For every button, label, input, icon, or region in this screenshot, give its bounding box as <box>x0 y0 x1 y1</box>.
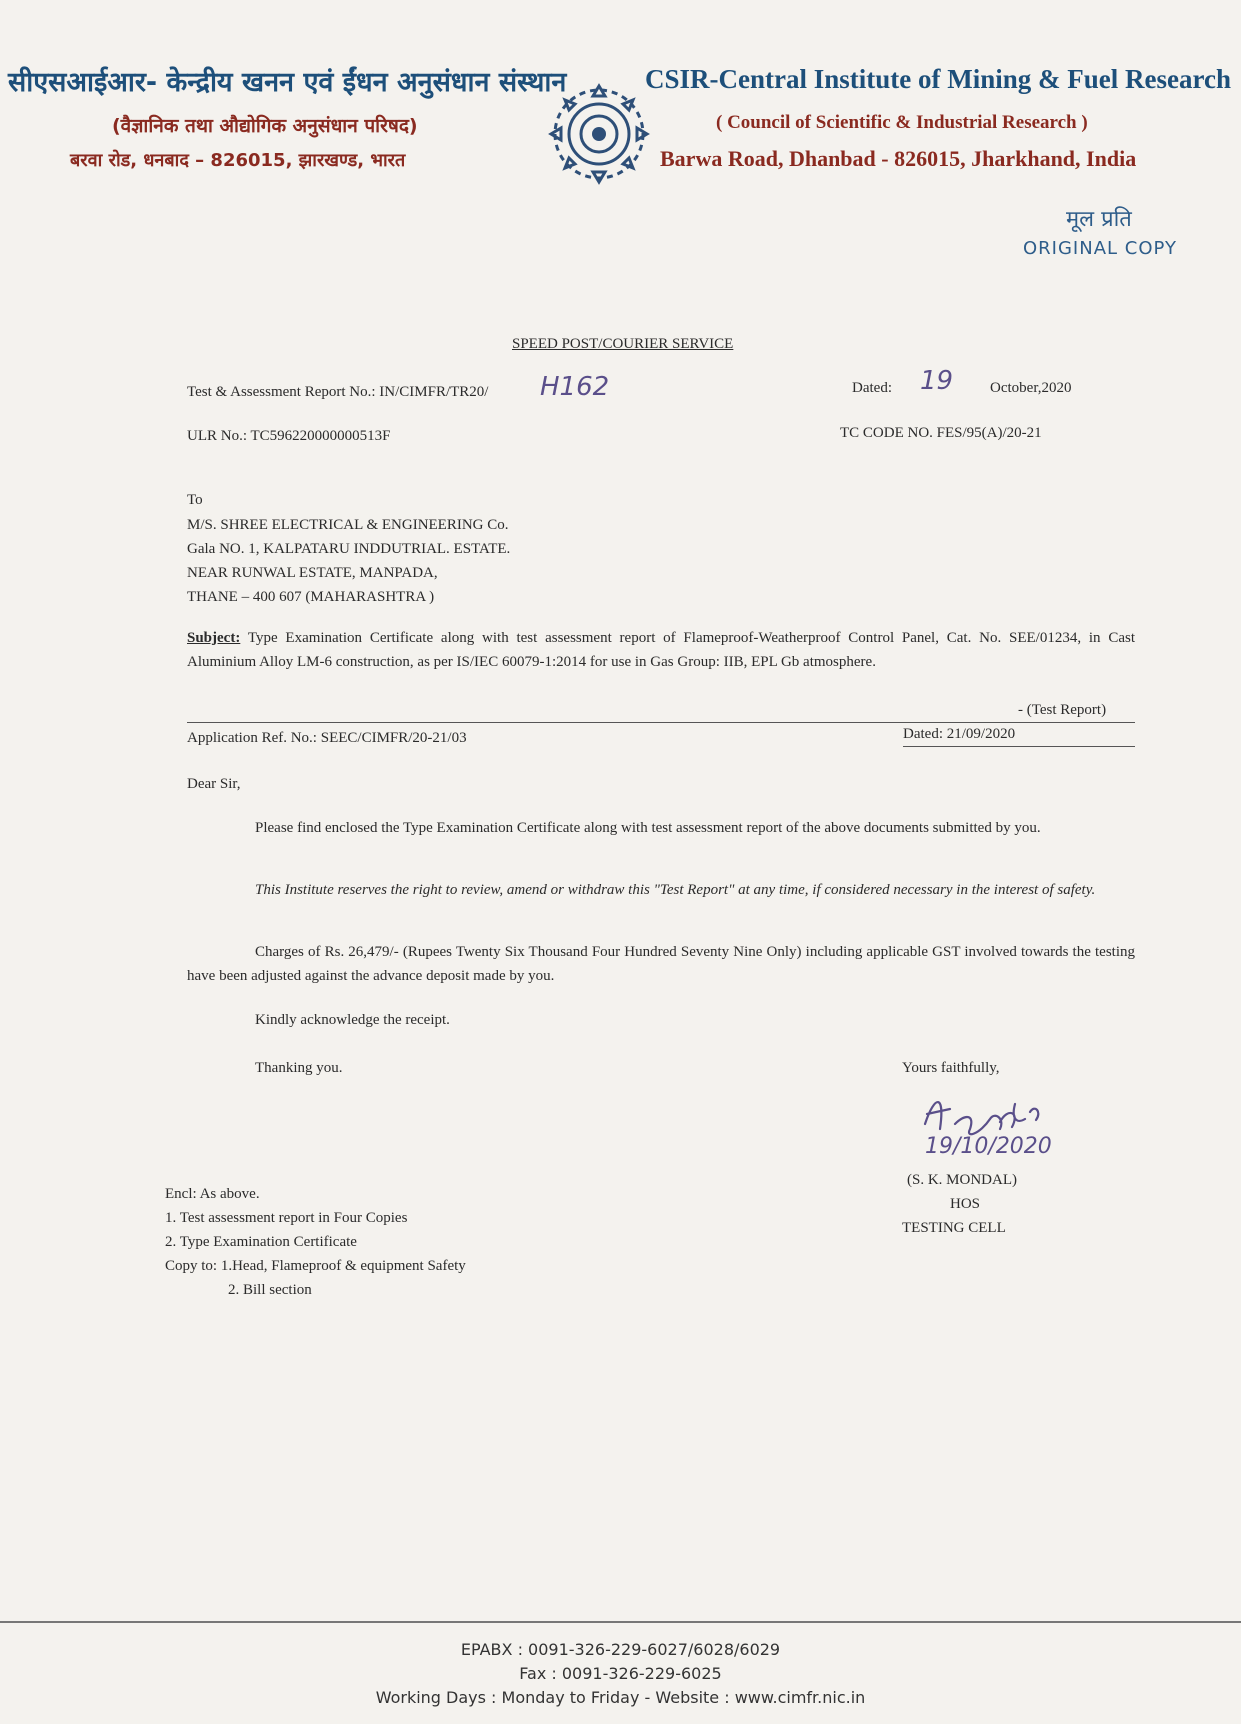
original-copy-stamp-hindi: मूल प्रति <box>1066 207 1132 232</box>
tc-code: TC CODE NO. FES/95(A)/20-21 <box>840 425 1042 441</box>
acknowledge-line: Kindly acknowledge the receipt. <box>255 1012 450 1028</box>
enclosure-item: 1. Test assessment report in Four Copies <box>165 1210 408 1226</box>
hindi-institute-title: सीएसआईआर- केन्द्रीय खनन एवं ईंधन अनुसंधान संस्थान <box>8 67 567 98</box>
dated-label: Dated: <box>852 380 892 396</box>
signatory-name: (S. K. MONDAL) <box>907 1172 1017 1188</box>
english-institute-title: CSIR-Central Institute of Mining & Fuel Research <box>645 64 1231 94</box>
signature-scribble <box>905 1084 1105 1174</box>
english-address-line: Barwa Road, Dhanbad - 826015, Jharkhand, India <box>660 146 1137 171</box>
recipient-line: THANE – 400 607 (MAHARASHTRA ) <box>187 589 435 605</box>
body-paragraph-2: This Institute reserves the right to review, amend or withdraw this "Test Report" at any time, if considered necessary in the interest of safety. <box>255 882 1096 898</box>
csir-logo <box>543 78 655 190</box>
delivery-mode: SPEED POST/COURIER SERVICE <box>512 336 734 352</box>
ulr-number: ULR No.: TC596220000000513F <box>187 428 391 444</box>
subject-text: Type Examination Certificate along with test assessment report of Flameproof-Weatherproof Control Panel, Cat. No. SEE/01234, in Cast Aluminium Alloy LM-6 construction, as per IS/IEC 60079-1:2014 for use in Gas Group: IIB, EPL Gb atmosphere. <box>187 630 1135 670</box>
recipient-line: M/S. SHREE ELECTRICAL & ENGINEERING Co. <box>187 517 509 533</box>
footer-epabx: EPABX : 0091-326-229-6027/6028/6029 <box>460 1640 781 1659</box>
application-date: Dated: 21/09/2020 <box>903 726 1016 742</box>
divider <box>187 722 1135 723</box>
footer-fax: Fax : 0091-326-229-6025 <box>519 1664 722 1683</box>
dated-month-year: October,2020 <box>990 380 1072 396</box>
copy-to-line: Copy to: 1.Head, Flameproof & equipment Safety <box>165 1258 466 1274</box>
closing: Yours faithfully, <box>902 1060 1000 1076</box>
dated-day-handwritten: 19 <box>920 366 954 396</box>
salutation: Dear Sir, <box>187 776 241 792</box>
footer-divider <box>0 1621 1241 1623</box>
body-paragraph-3: Charges of Rs. 26,479/- (Rupees Twenty Six Thousand Four Hundred Seventy Nine Only) including applicable GST involved towards the testing have been adjusted against the advance deposit made by you. <box>187 944 1135 984</box>
enclosure-label: Encl: As above. <box>165 1186 260 1202</box>
footer-working-days: Working Days : Monday to Friday - Website : www.cimfr.nic.in <box>375 1688 866 1707</box>
subject-tag: - (Test Report) <box>1018 702 1107 718</box>
enclosure-item: 2. Type Examination Certificate <box>165 1234 357 1250</box>
recipient-line: NEAR RUNWAL ESTATE, MANPADA, <box>187 565 438 581</box>
signature-date-handwritten: 19/10/2020 <box>925 1134 1052 1159</box>
report-number-label: Test & Assessment Report No.: IN/CIMFR/TR20/ <box>187 384 489 400</box>
to-label: To <box>187 492 203 508</box>
divider <box>903 746 1135 747</box>
thanks-line: Thanking you. <box>255 1060 343 1076</box>
hindi-council-line: (वैज्ञानिक तथा औद्योगिक अनुसंधान परिषद) <box>112 115 418 137</box>
signatory-department: TESTING CELL <box>902 1220 1006 1236</box>
original-copy-stamp-english: ORIGINAL COPY <box>1023 238 1177 259</box>
copy-to-line: 2. Bill section <box>228 1282 312 1298</box>
signatory-designation: HOS <box>950 1196 981 1212</box>
subject-label: Subject: <box>187 630 241 646</box>
body-paragraph-1: Please find enclosed the Type Examination Certificate along with test assessment report of the above documents submitted by you. <box>255 820 1041 836</box>
recipient-line: Gala NO. 1, KALPATARU INDDUTRIAL. ESTATE. <box>187 541 511 557</box>
english-council-line: ( Council of Scientific & Industrial Research ) <box>716 112 1088 133</box>
hindi-address-line: बरवा रोड, धनबाद – 826015, झारखण्ड, भारत <box>70 150 406 171</box>
report-number-handwritten: H162 <box>540 372 610 402</box>
application-ref: Application Ref. No.: SEEC/CIMFR/20-21/03 <box>187 730 467 746</box>
subject-paragraph <box>187 626 1135 674</box>
